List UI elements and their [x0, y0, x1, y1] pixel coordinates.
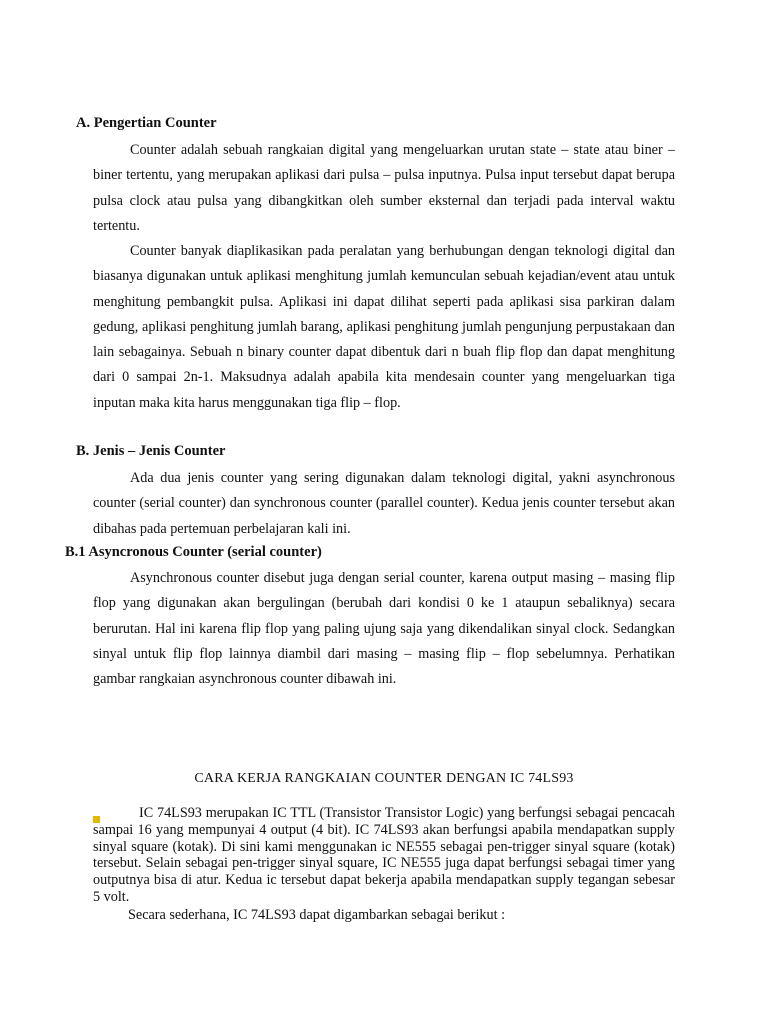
paragraph-counter-applications: Counter banyak diaplikasikan pada peralatan yang berhubungan dengan teknologi digital dan biasanya digunakan untuk aplikasi menghitung jumlah kemunculan sebuah kejadian/event atau untuk menghitung pembangkit pulsa. Aplikasi ini dapat dilihat seperti pada aplikasi sisa parkiran dalam gedung, aplikasi penghitung jumlah barang, aplikasi penghitung jumlah pengunjung perpustakaan dan lain sebagainya. Sebuah n binary counter dapat dibentuk dari n buah flip flop dan dapat menghitung dari 0 sampai 2n-1. Maksudnya adalah apabila kita mendesain counter yang mengeluarkan tiga inputan maka kita harus menggunakan tiga flip – flop.	[93, 243, 675, 411]
paragraph-counter-types: Ada dua jenis counter yang sering digunakan dalam teknologi digital, yakni asynchronous counter (serial counter) dan synchronous counter (parallel counter). Kedua jenis counter tersebut akan dibahas pada pertemuan perbelajaran kali ini.	[93, 470, 675, 537]
paragraph-counter-definition: Counter adalah sebuah rangkaian digital yang mengeluarkan urutan state – state atau biner – biner tertentu, yang merupakan aplikasi dari pulsa – pulsa inputnya. Pulsa input tersebut dapat berupa pulsa clock atau pulsa yang dibangkitkan oleh sumber eksternal dan terjadi pada interval waktu tertentu.	[93, 142, 675, 234]
heading-pengertian-counter: A. Pengertian Counter	[76, 115, 217, 131]
paragraph-asynchronous-counter: Asynchronous counter disebut juga dengan serial counter, karena output masing – masing flip flop yang digunakan akan bergulingan (berubah dari kondisi 0 ke 1 ataupun sebaliknya) secara berurutan. Hal ini karena flip flop yang paling ujung saja yang dikendalikan sinyal clock. Sedangkan sinyal untuk flip flop lainnya diambil dari masing – masing flip – flop sebelumnya. Perhatikan gambar rangkaian asynchronous counter dibawah ini.	[93, 570, 675, 688]
paragraph-ic-74ls93-text: IC 74LS93 merupakan IC TTL (Transistor Transistor Logic) yang berfungsi sebagai pencacah sampai 16 yang mempunyai 4 output (4 bit). IC 74LS93 akan berfungsi apabila mendapatkan supply sinyal square (kotak). Di sini kami menggunakan ic NE555 sebagai pen-trigger sinyal square (kotak) tersebut. Selain sebagai pen-trigger sinyal square, IC NE555 juga dapat berfungsi sebagai timer yang outputnya bisa di atur. Kedua ic tersebut dapat bekerja apabila mendapatkan supply tegangan sebesar 5 volt.	[93, 805, 675, 905]
closing-line: Secara sederhana, IC 74LS93 dapat digambarkan sebagai berikut :	[128, 907, 506, 923]
heading-asyncronous-counter: B.1 Asyncronous Counter (serial counter)	[65, 544, 322, 560]
paragraph-ic-74ls93	[93, 805, 675, 906]
title-cara-kerja: CARA KERJA RANGKAIAN COUNTER DENGAN IC 74LS93	[194, 771, 574, 786]
heading-jenis-counter: B. Jenis – Jenis Counter	[76, 443, 226, 459]
